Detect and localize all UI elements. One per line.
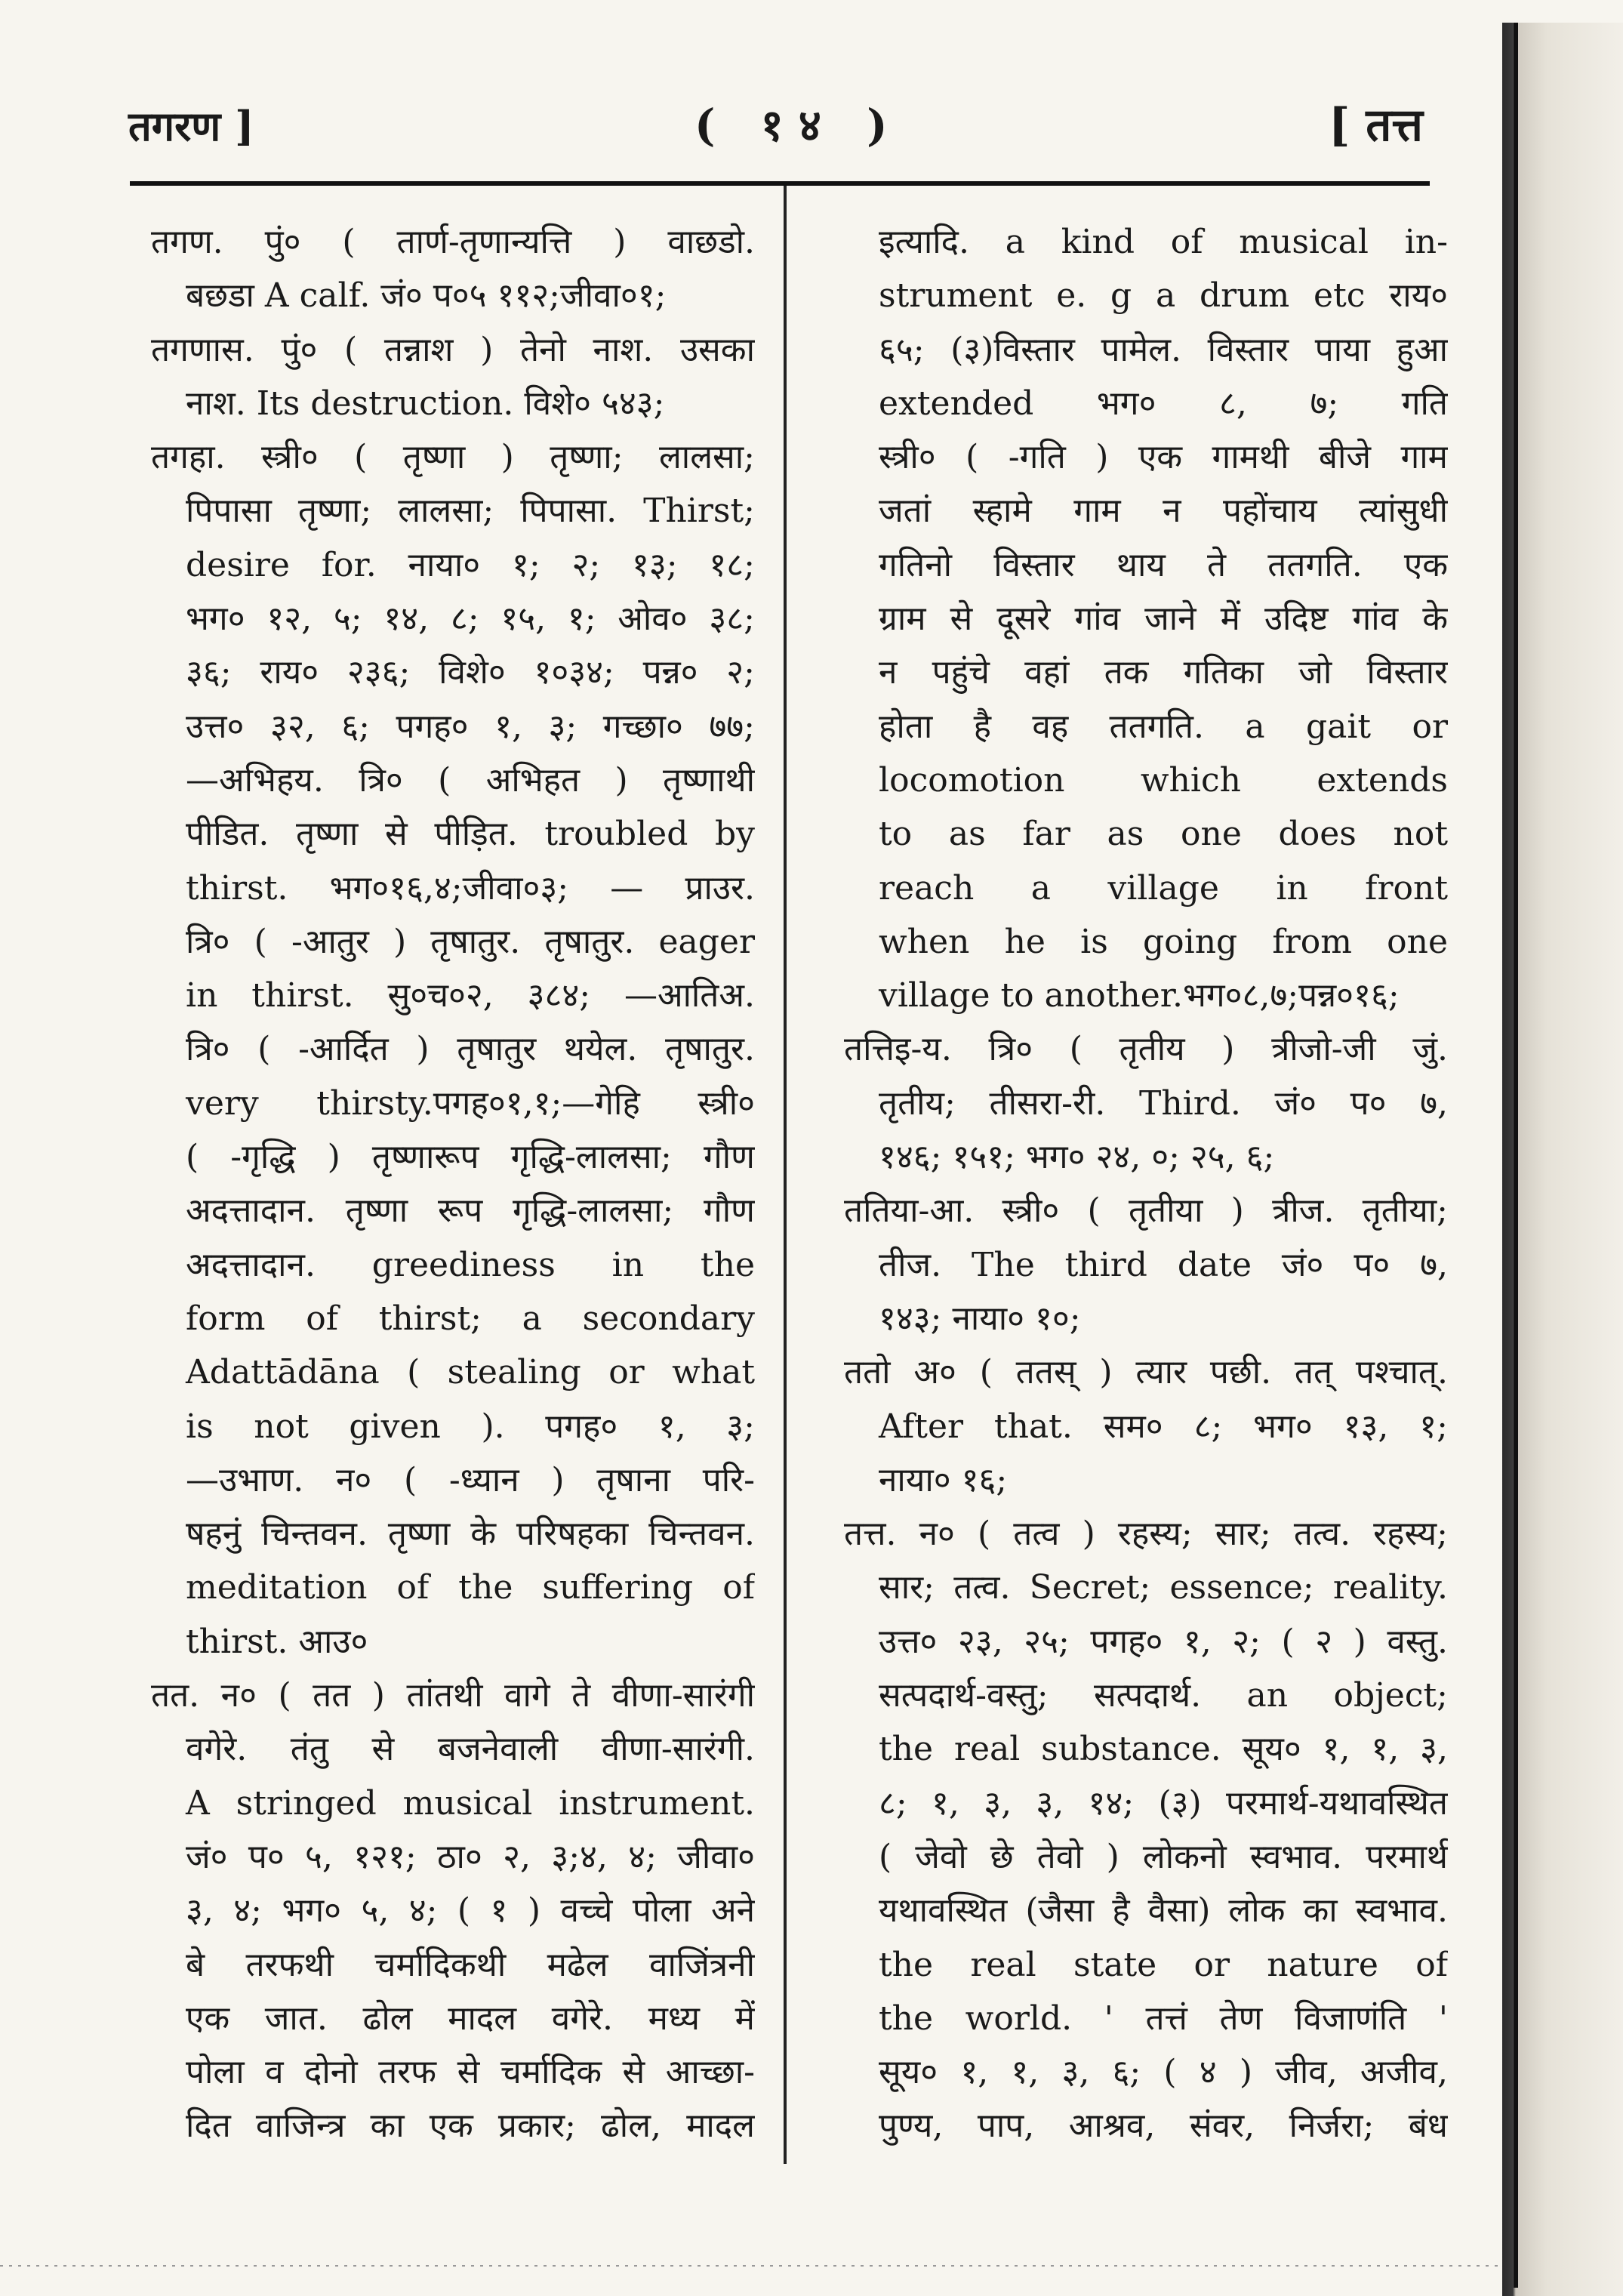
entry-line: सत्पदार्थ-वस्तु; सत्पदार्थ. an object; bbox=[879, 1676, 1448, 1715]
entry-line: न पहुंचे वहां तक गतिका जो विस्तार bbox=[879, 653, 1448, 692]
column-divider bbox=[784, 186, 787, 2164]
entry-line: ३, ४; भग० ५, ४; ( १ ) वच्चे पोला अने bbox=[186, 1891, 755, 1931]
entry-line: सूय० १, १, ३, ६; ( ४ ) जीव, अजीव, bbox=[879, 2053, 1448, 2092]
entry-line: thirst. आउ० bbox=[186, 1622, 368, 1661]
entry-line: स्त्री० ( -गति ) एक गामथी बीजे गाम bbox=[879, 438, 1448, 477]
spine-edge bbox=[1514, 23, 1518, 2288]
entry-line: नाया० १६; bbox=[879, 1460, 1008, 1499]
entry-line: तीज. The third date जं० प० ७, bbox=[879, 1245, 1448, 1284]
entry-line: बे तरफथी चर्मादिकथी मढेल वाजिंत्रनी bbox=[186, 1945, 755, 1984]
header-rule bbox=[130, 181, 1430, 186]
entry-line: the world. ' तत्तं तेण विजाणंति ' bbox=[879, 1999, 1448, 2038]
entry-line: जं० प० ५, १२१; ठा० २, ३;४, ४; जीवा० bbox=[186, 1837, 755, 1876]
entry-line: षहनुं चिन्तवन. तृष्णा के परिषहका चिन्तवन. bbox=[186, 1515, 755, 1554]
entry-line: पिपासा तृष्णा; लालसा; पिपासा. Thirst; bbox=[186, 492, 755, 531]
entry-line: the real state or nature of bbox=[879, 1945, 1448, 1984]
entry-line: desire for. नाया० १; २; १३; १८; bbox=[186, 545, 755, 584]
entry-line: सार; तत्व. Secret; essence; reality. bbox=[879, 1568, 1448, 1607]
entry-line: extended भग० ८, ७; गति bbox=[879, 384, 1448, 423]
header-left-guideword: तगरण ] bbox=[128, 102, 254, 150]
left-column bbox=[151, 215, 755, 2153]
entry-line: reach a village in front bbox=[879, 868, 1448, 908]
entry-line: ततिया-आ. स्त्री० ( तृतीया ) त्रीज. तृतीया; bbox=[844, 1191, 1448, 1231]
entry-line: जतां स्हामे गाम न पहोंचाय त्यांसुधी bbox=[879, 492, 1448, 531]
entry-line: —अभिहय. त्रि० ( अभिहत ) तृष्णाथी bbox=[186, 760, 755, 800]
entry-line: ३६; राय० २३६; विशे० १०३४; पन्न० २; bbox=[186, 653, 755, 692]
entry-line: होता है वह ततगति. a gait or bbox=[879, 707, 1448, 746]
entry-line: ग्राम से दूसरे गांव जाने में उदिष्ट गांव के bbox=[879, 599, 1448, 639]
entry-line: very thirsty.पगह०१,१;—गेहि स्त्री० bbox=[186, 1083, 755, 1123]
entry-line: अदत्तादान. तृष्णा रूप गृद्धि-लालसा; गौण bbox=[186, 1191, 755, 1231]
entry-line: ( जेवो छे तेवो ) लोकनो स्वभाव. परमार्थ bbox=[879, 1837, 1448, 1876]
entry-line: बछडा A calf. जं० प०५ ११२;जीवा०१; bbox=[186, 276, 667, 316]
entry-line: तत्तिइ-य. त्रि० ( तृतीय ) त्रीजो-जी जुं. bbox=[844, 1030, 1448, 1069]
entry-line: तत्त. न० ( तत्व ) रहस्य; सार; तत्व. रहस्य; bbox=[844, 1515, 1448, 1554]
entry-line: तगणास. पुं० ( तन्नाश ) तेनो नाश. उसका bbox=[151, 330, 755, 369]
entry-line: उत्त० ३२, ६; पगह० १, ३; गच्छा० ७७; bbox=[186, 707, 755, 746]
entry-line: तगहा. स्त्री० ( तृष्णा ) तृष्णा; लालसा; bbox=[151, 438, 755, 477]
entry-line: दित वाजिन्त्र का एक प्रकार; ढोल, मादल bbox=[186, 2106, 755, 2146]
entry-line: village to another.भग०८,७;पन्न०१६; bbox=[879, 976, 1400, 1015]
entry-line: ८; १, ३, ३, १४; (३) परमार्थ-यथावस्थित bbox=[879, 1783, 1448, 1823]
header-right-guideword: [ तत्त bbox=[1329, 99, 1423, 152]
entry-line: meditation of the suffering of bbox=[186, 1568, 755, 1607]
entry-line: A stringed musical instrument. bbox=[186, 1783, 755, 1823]
entry-line: पुण्य, पाप, आश्रव, संवर, निर्जरा; बंध bbox=[879, 2106, 1448, 2146]
entry-line: ततो अ० ( ततस् ) त्यार पछी. तत् पश्चात्. bbox=[844, 1353, 1448, 1392]
entry-line: अदत्तादान. greediness in the bbox=[186, 1245, 755, 1284]
right-column bbox=[844, 215, 1448, 2153]
entry-line: इत्यादि. a kind of musical in- bbox=[879, 223, 1448, 261]
entry-line: १४६; १५१; भग० २४, ०; २५, ६; bbox=[879, 1138, 1275, 1177]
page-header bbox=[0, 89, 1502, 157]
entry-line: पोला व दोनो तरफ से चर्मादिक से आच्छा- bbox=[186, 2053, 755, 2092]
entry-line: एक जात. ढोल मादल वगेरे. मध्य में bbox=[186, 1999, 755, 2038]
entry-line: —उभाण. न० ( -ध्यान ) तृषाना परि- bbox=[186, 1460, 755, 1499]
entry-line: तत. न० ( तत ) तांतथी वागे ते वीणा-सारंगी bbox=[151, 1676, 755, 1715]
entry-line: गतिनो विस्तार थाय ते ततगति. एक bbox=[879, 545, 1448, 584]
entry-line: locomotion which extends bbox=[879, 760, 1448, 800]
entry-line: यथावस्थित (जैसा है वैसा) लोक का स्वभाव. bbox=[879, 1891, 1448, 1931]
page-number: ( १४ ) bbox=[694, 100, 903, 151]
entry-line: is not given ). पगह० १, ३; bbox=[186, 1407, 755, 1446]
entry-line: १४३; नाया० १०; bbox=[879, 1299, 1081, 1338]
entry-line: After that. सम० ८; भग० १३, १; bbox=[879, 1407, 1448, 1446]
entry-line: when he is going from one bbox=[879, 922, 1448, 961]
entry-line: तृतीय; तीसरा-री. Third. जं० प० ७, bbox=[879, 1083, 1448, 1123]
entry-line: Adattādāna ( stealing or what bbox=[186, 1353, 755, 1392]
entry-line: त्रि० ( -आतुर ) तृषातुर. तृषातुर. eager bbox=[186, 922, 755, 961]
entry-line: उत्त० २३, २५; पगह० १, २; ( २ ) वस्तु. bbox=[879, 1622, 1448, 1661]
entry-line: भग० १२, ५; १४, ८; १५, १; ओव० ३८; bbox=[186, 599, 755, 639]
bottom-edge bbox=[0, 2265, 1502, 2267]
entry-line: ६५; (३)विस्तार पामेल. विस्तार पाया हुआ bbox=[879, 330, 1448, 369]
entry-line: वगेरे. तंतु से बजनेवाली वीणा-सारंगी. bbox=[186, 1730, 755, 1769]
entry-line: to as far as one does not bbox=[879, 815, 1448, 854]
entry-line: पीडित. तृष्णा से पीड़ित. troubled by bbox=[186, 815, 755, 854]
entry-line: तगण. पुं० ( तार्ण-तृणान्यत्ति ) वाछडो. bbox=[151, 223, 755, 261]
entry-line: नाश. Its destruction. विशे० ५४३; bbox=[186, 384, 665, 423]
entry-line: form of thirst; a secondary bbox=[186, 1299, 755, 1338]
entry-line: ( -गृद्धि ) तृष्णारूप गृद्धि-लालसा; गौण bbox=[186, 1138, 755, 1177]
entry-line: thirst. भग०१६,४;जीवा०३; — प्राउर. bbox=[186, 868, 755, 908]
entry-line: the real substance. सूय० १, १, ३, bbox=[879, 1730, 1448, 1769]
entry-line: त्रि० ( -आर्दित ) तृषातुर थयेल. तृषातुर. bbox=[186, 1030, 755, 1069]
book-spine bbox=[1502, 23, 1623, 2296]
entry-line: in thirst. सु०च०२, ३८४; —आतिअ. bbox=[186, 976, 755, 1015]
entry-line: strument e. g a drum etc राय० bbox=[879, 276, 1448, 316]
